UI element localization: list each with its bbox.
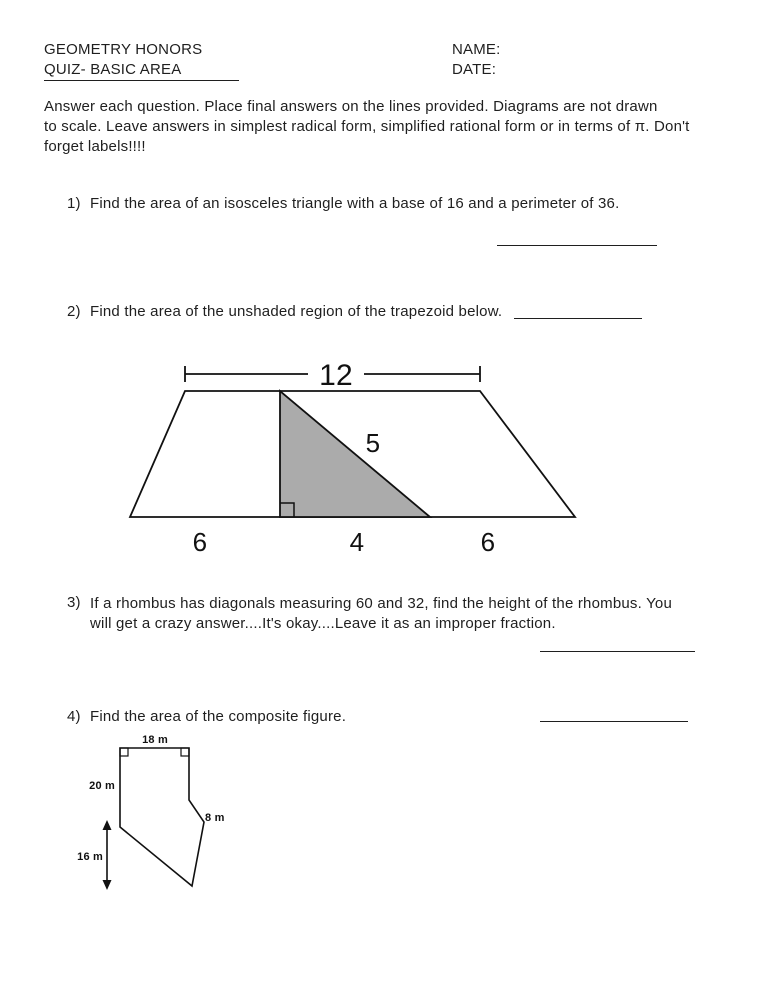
hypotenuse-label: 5 bbox=[365, 428, 381, 458]
answer-blank-1 bbox=[497, 230, 657, 246]
instructions-line-2: to scale. Leave answers in simplest radical form, simplified rational form or in terms of π. Don't bbox=[44, 118, 690, 135]
bottom-middle-label: 4 bbox=[349, 527, 365, 557]
height-arrow-head-bottom bbox=[103, 880, 112, 890]
question-4 bbox=[67, 708, 537, 725]
composite-top-label: 18 m bbox=[142, 734, 168, 746]
height-arrow bbox=[103, 820, 112, 890]
top-dimension-line bbox=[185, 359, 480, 392]
question-3 bbox=[67, 594, 727, 634]
answer-blank-3 bbox=[540, 636, 695, 652]
question-2-text: Find the area of the unshaded region of the trapezoid below. bbox=[90, 303, 503, 320]
composite-left-label: 20 m bbox=[89, 780, 115, 792]
instructions-line-3: forget labels!!!! bbox=[44, 138, 146, 155]
answer-blank-4 bbox=[540, 706, 688, 722]
question-3-text bbox=[90, 594, 672, 634]
question-4-number: 4) bbox=[67, 708, 81, 725]
bottom-left-label: 6 bbox=[192, 527, 208, 557]
composite-figure-diagram bbox=[75, 729, 240, 904]
composite-height-label: 16 m bbox=[77, 851, 103, 863]
height-arrow-head-top bbox=[103, 820, 112, 830]
question-1-number: 1) bbox=[67, 195, 81, 212]
composite-right-label: 8 m bbox=[205, 812, 225, 824]
question-3-line-1: If a rhombus has diagonals measuring 60 and 32, find the height of the rhombus. You bbox=[90, 595, 672, 612]
question-3-number: 3) bbox=[67, 594, 81, 611]
name-label: NAME: bbox=[452, 41, 501, 58]
date-label: DATE: bbox=[452, 61, 497, 78]
trapezoid-diagram bbox=[110, 352, 590, 567]
question-1 bbox=[67, 195, 727, 212]
composite-figure-outline bbox=[120, 748, 204, 886]
question-2 bbox=[67, 303, 747, 320]
question-3-line-2: will get a crazy answer....It's okay....Leave it as an improper fraction. bbox=[90, 615, 556, 632]
question-2-number: 2) bbox=[67, 303, 81, 320]
bottom-right-label: 6 bbox=[480, 527, 496, 557]
instructions-line-1: Answer each question. Place final answers on the lines provided. Diagrams are not drawn bbox=[44, 98, 658, 115]
course-title: GEOMETRY HONORS bbox=[44, 41, 203, 58]
instructions bbox=[44, 97, 744, 157]
question-4-text: Find the area of the composite figure. bbox=[90, 708, 347, 725]
question-1-text: Find the area of an isosceles triangle with a base of 16 and a perimeter of 36. bbox=[90, 195, 620, 212]
quiz-title: QUIZ- BASIC AREA bbox=[44, 61, 239, 81]
answer-blank-2 bbox=[514, 303, 642, 319]
top-dimension-label: 12 bbox=[319, 359, 353, 392]
